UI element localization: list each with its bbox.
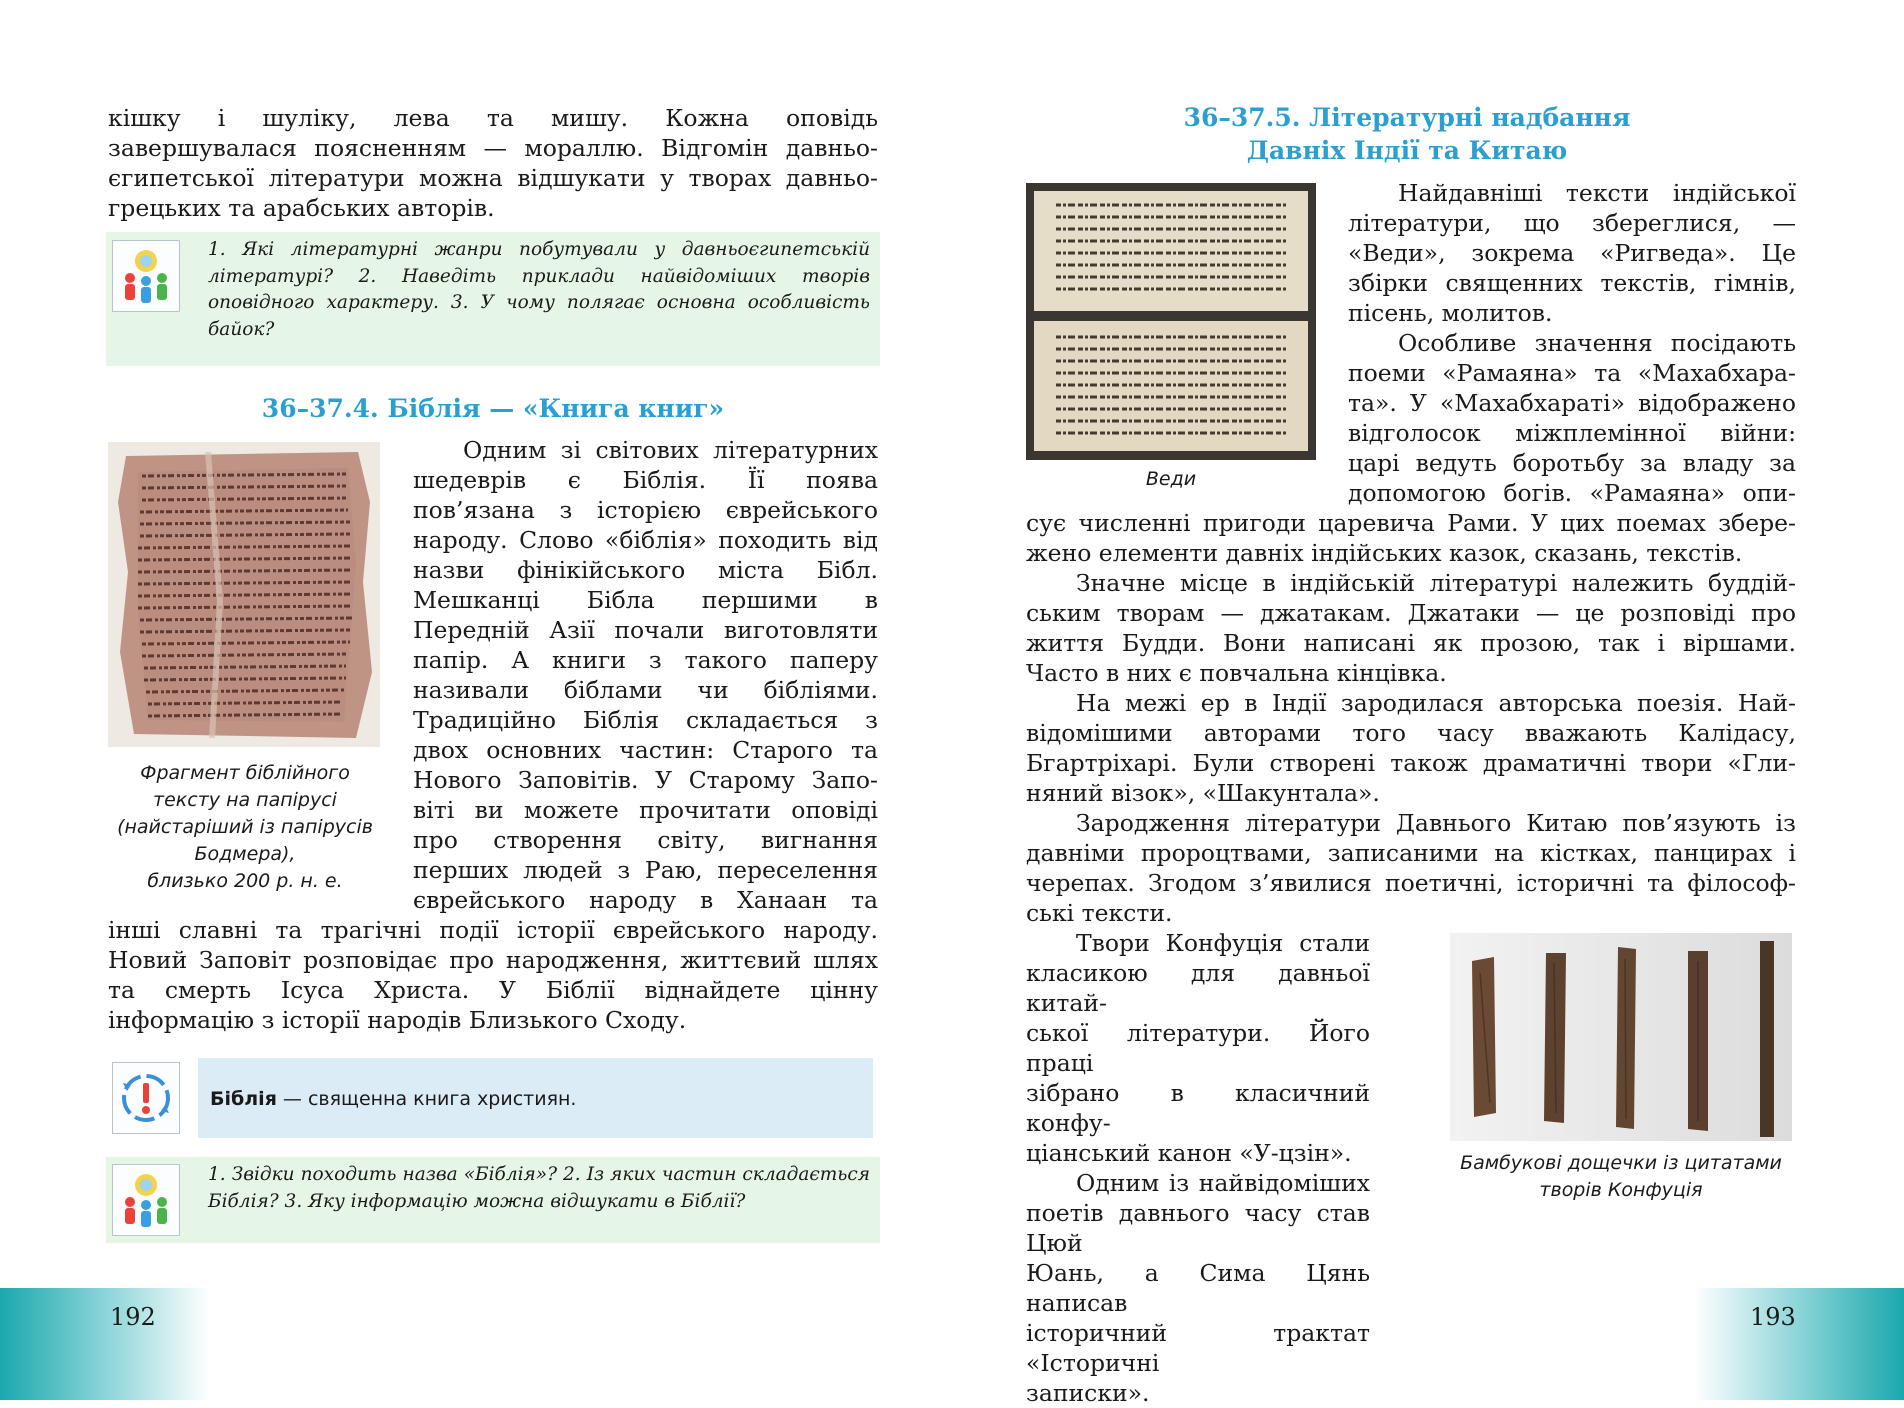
text-line: Мешканці Бібла першими в: [413, 586, 878, 614]
bible-text-wrapped: [413, 435, 878, 915]
text-line: Новий Заповіт розповідає про народження, життєвий шлях: [108, 946, 878, 974]
text-line: пов’язана з історією єврейського: [413, 496, 878, 524]
text-line: пісень, молитов.: [1348, 299, 1553, 327]
text-line: папір. А книги з такого паперу: [413, 646, 878, 674]
text-line: єгипетської літератури можна відшукати у творах давньо-: [108, 164, 878, 192]
text-line: Юань, а Сима Цянь написав: [1026, 1259, 1370, 1317]
text-line: допомогою богів. «Рамаяна» опи-: [1348, 479, 1796, 507]
papyrus-image: [108, 442, 380, 747]
caption-line: (найстаріший із папірусів: [117, 816, 373, 838]
china-text-wrapped: [1026, 928, 1370, 1408]
text-line: інші славні та трагічні події історії єврейського народу.: [108, 916, 878, 944]
text-line: літератури, що збереглися, —: [1348, 209, 1796, 237]
text-line: єврейського народу в Ханаан та: [413, 886, 878, 914]
right-page: [952, 0, 1904, 1407]
text-line: Твори Конфуція стали: [1076, 929, 1370, 957]
page-number-left: 192: [110, 1303, 156, 1331]
text-line: Бгартріхарі. Були створені також драматичні твори «Гли-: [1026, 749, 1796, 777]
text-line: царі ведуть боротьбу за владу за: [1348, 449, 1796, 477]
caption-line: творів Конфуція: [1539, 1179, 1703, 1201]
intro-text: [108, 103, 878, 223]
text-line: Одним зі світових літературних: [463, 436, 878, 464]
papyrus-caption: [100, 760, 390, 895]
text-line: перших людей з Раю, переселення: [413, 856, 878, 884]
vedas-caption: Веди: [1145, 468, 1197, 490]
definition-body: — священна книга християн.: [276, 1088, 577, 1110]
text-line: записки».: [1026, 1379, 1150, 1407]
caption-line: Бамбукові дощечки із цитатами: [1460, 1152, 1782, 1174]
section-title-india-china: [1022, 101, 1792, 167]
definition-text: [210, 1086, 860, 1112]
questions-text-1: 1. Які літературні жанри побутували у давньоєгипетській літературі? 2. Наведіть приклади найвідоміших творів оповідного характеру. 3. У чому полягає основна особливість байок?: [208, 239, 870, 340]
text-line: «Веди», зокрема «Ригведа». Це: [1348, 239, 1796, 267]
definition-term: Біблія: [210, 1088, 277, 1110]
text-line: Особливе значення посідають: [1398, 329, 1796, 357]
text-line: шедеврів є Біблія. Її поява: [413, 466, 878, 494]
text-line: відголосок міжплемінної війни:: [1348, 419, 1796, 447]
text-line: класикою для давньої китай-: [1026, 959, 1370, 1017]
text-line: грецьких та арабських авторів.: [108, 194, 495, 222]
section-title-bible: 36–37.4. Біблія — «Книга книг»: [261, 394, 725, 423]
page-number-right: 193: [1750, 1303, 1796, 1331]
footer-gradient-right: [1694, 1288, 1904, 1400]
text-line: двох основних частин: Старого та: [413, 736, 878, 764]
questions-text-2: 1. Звідки походить назва «Біблія»? 2. Із яких частин складається Біблія? 3. Яку інформацію можна відшукати в Біблії?: [208, 1164, 870, 1212]
text-line: завершувалася поясненням — мораллю. Відгомін давньо-: [108, 134, 878, 162]
india-china-text-full: [1026, 508, 1796, 928]
text-line: черепах. Згодом з’явилися поетичні, історичні та філософ-: [1026, 869, 1796, 897]
bamboo-image: [1450, 933, 1792, 1141]
text-line: Часто в них є повчальна кінцівка.: [1026, 659, 1447, 687]
text-line: поеми «Рамаяна» та «Махабхара-: [1348, 359, 1796, 387]
text-line: сує численні пригоди царевича Рами. У цих поемах збере-: [1026, 509, 1796, 537]
text-line: Традиційно Біблія складається з: [413, 706, 878, 734]
text-line: та смерть Ісуса Христа. У Біблії віднайдете цінну: [108, 976, 878, 1004]
text-line: відомішими авторами того часу вважають Калідасу,: [1026, 719, 1796, 747]
section-title-line2: Давніх Індії та Китаю: [1246, 136, 1568, 165]
text-line: поетів давнього часу став Цюй: [1026, 1199, 1370, 1257]
text-line: збірки священних текстів, гімнів,: [1348, 269, 1796, 297]
text-line: та». У «Махабхараті» відображено: [1348, 389, 1796, 417]
text-line: няний візок», «Шакунтала».: [1026, 779, 1380, 807]
caption-line: близько 200 р. н. е.: [147, 870, 343, 892]
text-line: історичний трактат «Історичні: [1026, 1319, 1370, 1377]
caption-line: Бодмера),: [194, 843, 296, 865]
bible-text-full: [108, 915, 878, 1035]
text-line: ської літератури. Його праці: [1026, 1019, 1370, 1077]
vedas-image: [1026, 183, 1316, 460]
text-line: Значне місце в індійській літературі належить буддій-: [1076, 569, 1796, 597]
caption-line: тексту на папірусі: [153, 789, 337, 811]
text-line: зібрано в класичний конфу-: [1026, 1079, 1370, 1137]
text-line: про створення світу, вигнання: [413, 826, 878, 854]
india-text-wrapped: [1348, 178, 1796, 508]
questions-icon: [112, 240, 180, 312]
questions-icon-2: [112, 1164, 180, 1236]
left-page: [0, 0, 952, 1400]
section-title-line1: 36–37.5. Літературні надбання: [1183, 103, 1631, 132]
text-line: життя Будди. Вони написані як прозою, так і віршами.: [1026, 629, 1796, 657]
bamboo-caption: [1440, 1150, 1802, 1204]
text-line: жено елементи давніх індійських казок, сказань, текстів.: [1026, 539, 1743, 567]
text-line: Зародження літератури Давнього Китаю пов’язують із: [1076, 809, 1796, 837]
important-icon: [112, 1062, 180, 1134]
text-line: Найдавніші тексти індійської: [1398, 179, 1796, 207]
text-line: назви фінікійського міста Бібл.: [413, 556, 878, 584]
text-line: ціанський канон «У-цзін».: [1026, 1139, 1352, 1167]
text-line: давніми пророцтвами, записаними на кістках, панцирах і: [1026, 839, 1796, 867]
footer-gradient-left: [0, 1288, 210, 1400]
text-line: називали біблами чи бібліями.: [413, 676, 878, 704]
text-line: інформацію з історії народів Близького Сходу.: [108, 1006, 687, 1034]
text-line: Нового Заповітів. У Старому Запо-: [413, 766, 878, 794]
caption-line: Фрагмент біблійного: [140, 762, 350, 784]
text-line: народу. Слово «біблія» походить від: [413, 526, 878, 554]
text-line: Одним із найвідоміших: [1076, 1169, 1370, 1197]
text-line: ським творам — джатакам. Джатаки — це розповіді про: [1026, 599, 1796, 627]
text-line: На межі ер в Індії зародилася авторська поезія. Най-: [1076, 689, 1796, 717]
text-line: кішку і шуліку, лева та мишу. Кожна оповідь: [108, 104, 878, 132]
text-line: віті ви можете прочитати оповіді: [413, 796, 878, 824]
text-line: Передній Азії почали виготовляти: [413, 616, 878, 644]
text-line: ські тексти.: [1026, 899, 1173, 927]
